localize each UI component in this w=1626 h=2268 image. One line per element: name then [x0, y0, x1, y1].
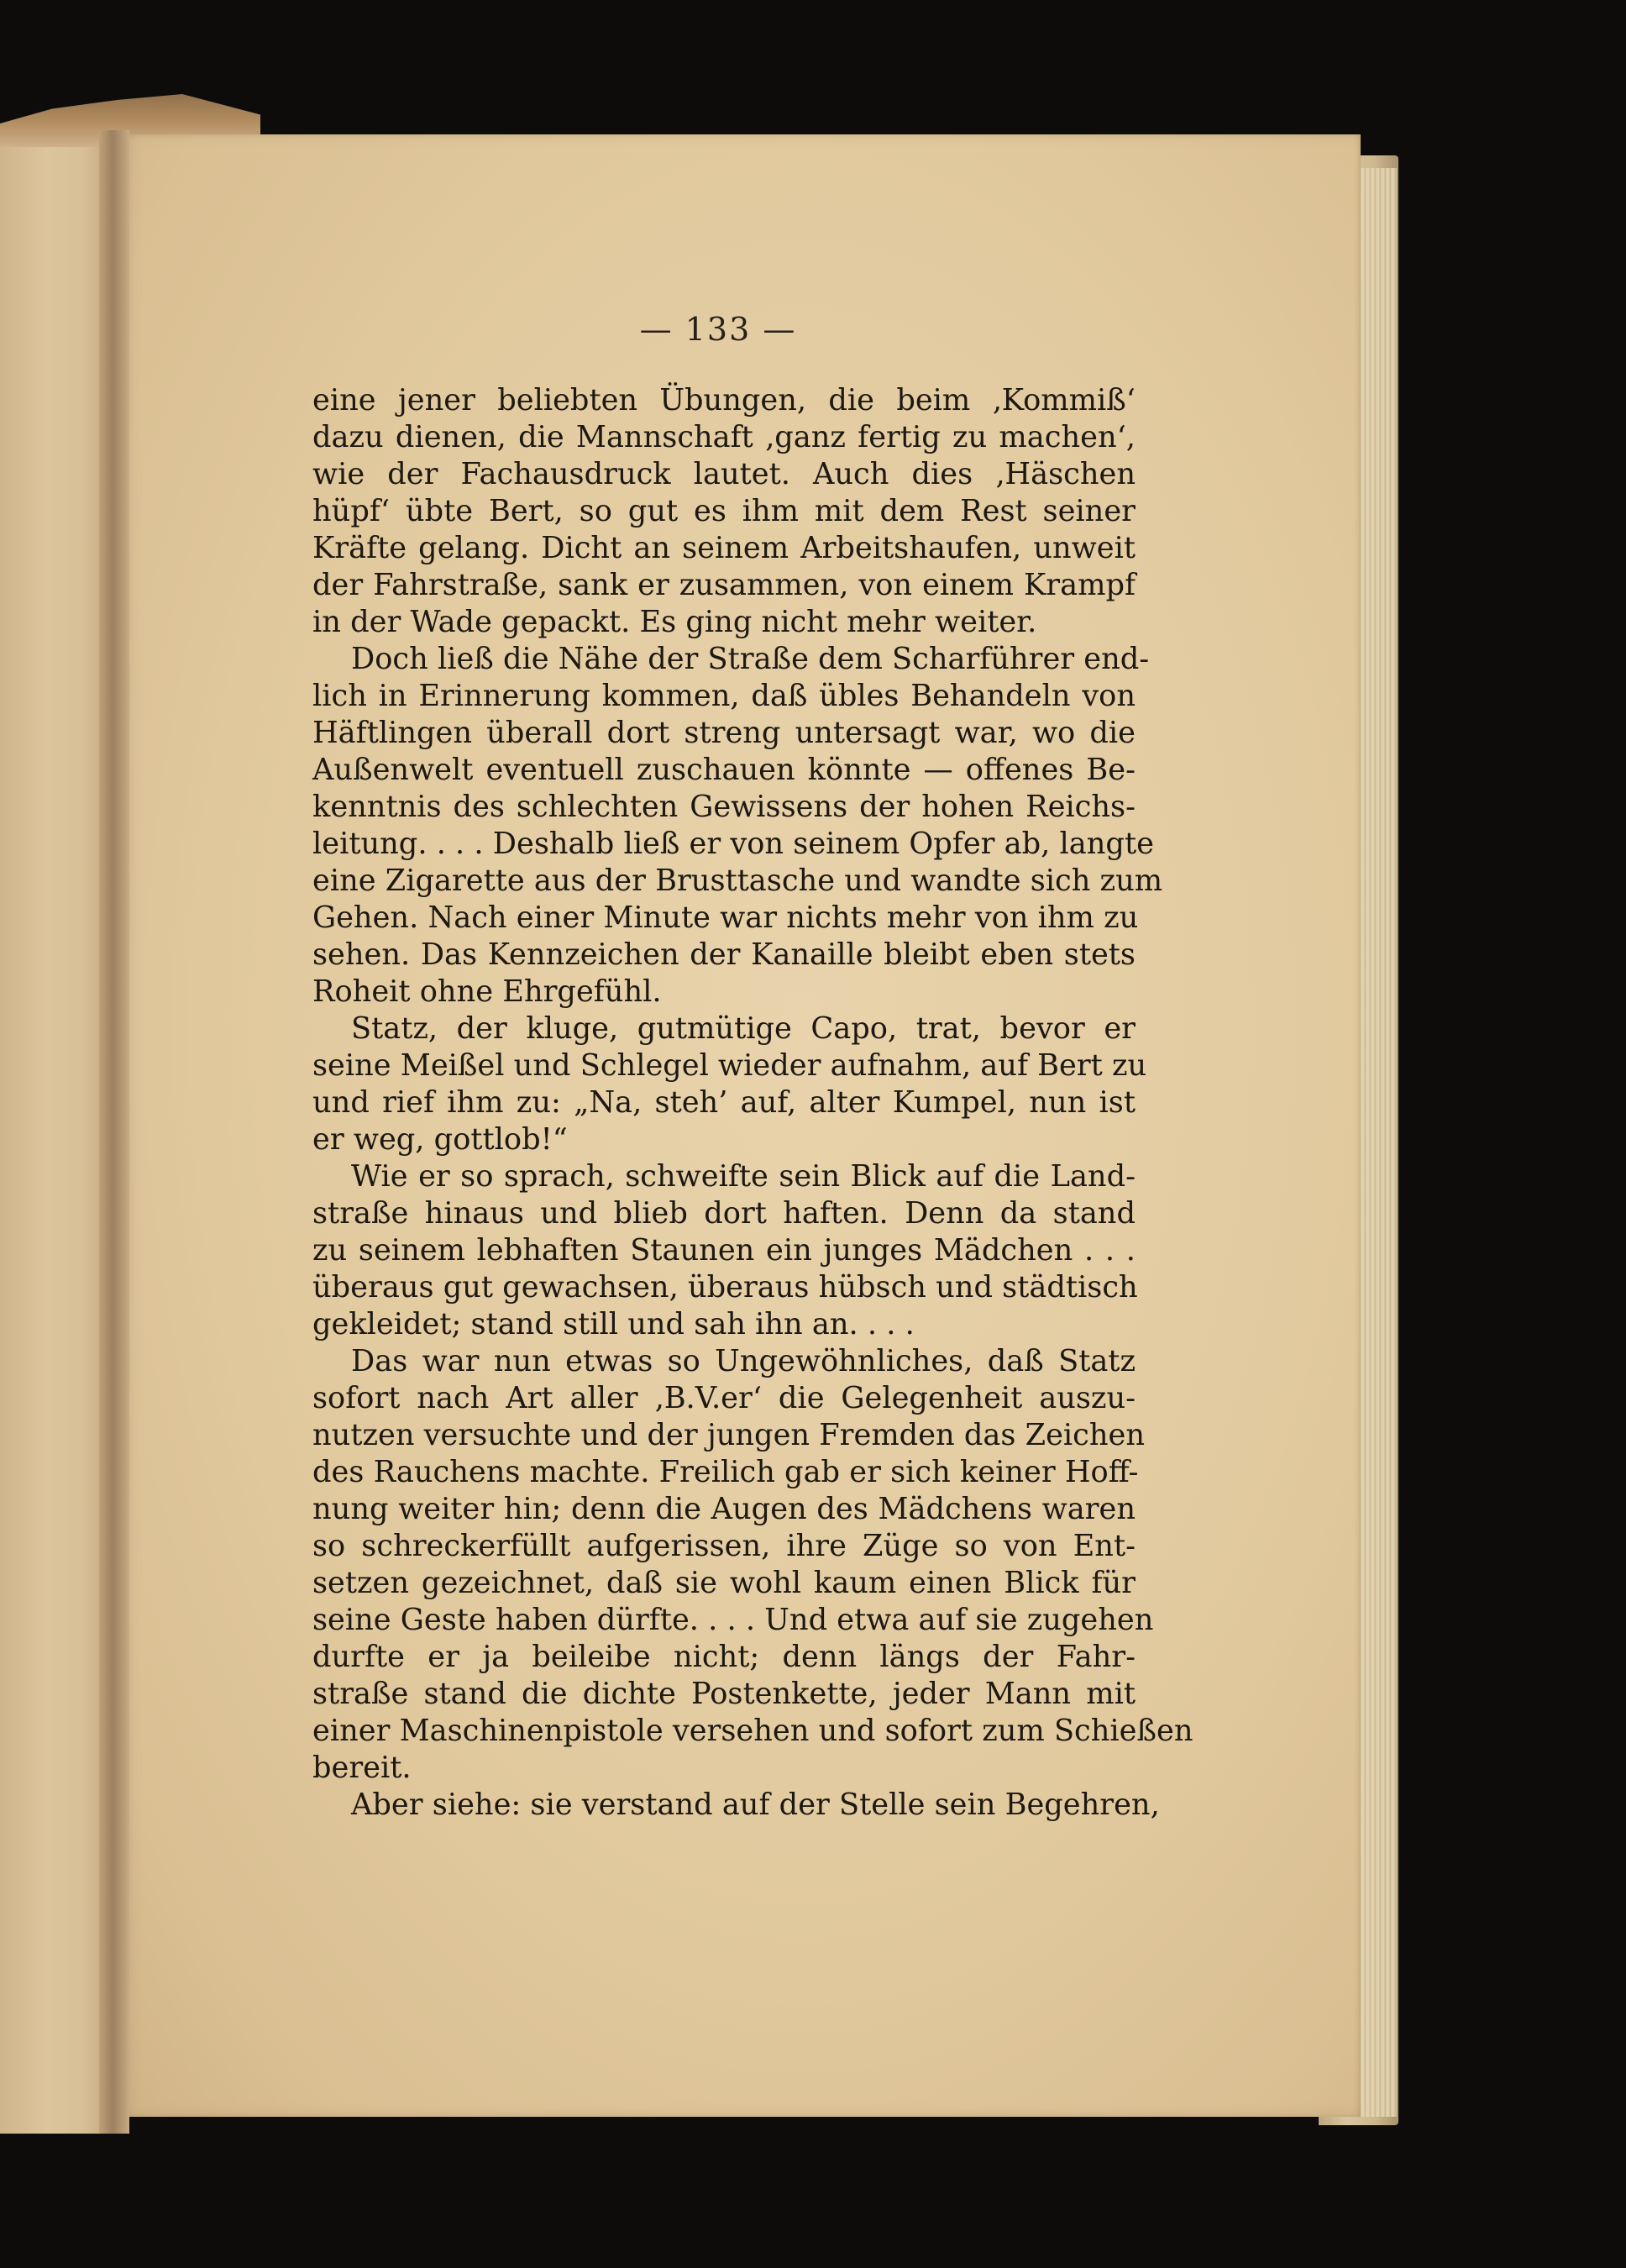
- text-line: Roheit ohne Ehrgefühl.: [312, 974, 662, 1009]
- text-line: leitung. . . . Deshalb ließ er von seinem Opfer ab, langte: [312, 827, 1154, 861]
- text-line: der Fahrstraße, sank er zusammen, von einem Krampf: [312, 568, 1136, 602]
- text-line: seine Geste haben dürfte. . . . Und etwa auf sie zugehen: [312, 1603, 1154, 1637]
- text-line: Häftlingen überall dort streng untersagt war, wo die: [312, 716, 1136, 750]
- text-line: straße stand die dichte Postenkette, jeder Mann mit: [312, 1677, 1136, 1711]
- text-line: kenntnis des schlechten Gewissens der hohen Reichs-: [312, 790, 1136, 824]
- text-line: Kräfte gelang. Dicht an seinem Arbeitshaufen, unweit: [312, 531, 1136, 565]
- text-line: straße hinaus und blieb dort haften. Denn da stand: [312, 1196, 1136, 1231]
- text-line: überaus gut gewachsen, überaus hübsch und städtisch: [312, 1270, 1138, 1305]
- book-gutter: [99, 130, 129, 2134]
- text-line: und rief ihm zu: „Na, steh’ auf, alter Kumpel, nun ist: [312, 1085, 1136, 1120]
- page-number: — 133 —: [639, 311, 797, 348]
- text-line: des Rauchens machte. Freilich gab er sich keiner Hoff-: [312, 1455, 1139, 1489]
- text-line: bereit.: [312, 1751, 412, 1785]
- text-line: nung weiter hin; denn die Augen des Mädchens waren: [312, 1492, 1136, 1526]
- text-line: hüpf‘ übte Bert, so gut es ihm mit dem Rest seiner: [312, 494, 1136, 528]
- text-line: sofort nach Art aller ‚B.V.er‘ die Gelegenheit auszu-: [312, 1381, 1136, 1415]
- text-line: er weg, gottlob!“: [312, 1122, 568, 1157]
- text-line: Wie er so sprach, schweifte sein Blick auf die Land-: [351, 1159, 1136, 1194]
- text-line: eine jener beliebten Übungen, die beim ‚Kommiß‘: [312, 383, 1136, 417]
- text-line: seine Meißel und Schlegel wieder aufnahm, auf Bert zu: [312, 1048, 1147, 1083]
- text-line: zu seinem lebhaften Staunen ein junges Mädchen . . .: [312, 1233, 1136, 1268]
- text-line: durfte er ja beileibe nicht; denn längs der Fahr-: [312, 1640, 1136, 1674]
- text-line: einer Maschinenpistole versehen und sofort zum Schießen: [312, 1714, 1193, 1748]
- text-line: nutzen versuchte und der jungen Fremden das Zeichen: [312, 1418, 1146, 1452]
- text-line: in der Wade gepackt. Es ging nicht mehr weiter.: [312, 605, 1037, 639]
- text-line: Außenwelt eventuell zuschauen könnte — offenes Be-: [312, 753, 1136, 787]
- text-line: lich in Erinnerung kommen, daß übles Behandeln von: [312, 679, 1136, 713]
- text-line: Aber siehe: sie verstand auf der Stelle sein Begehren,: [351, 1788, 1160, 1822]
- text-line: gekleidet; stand still und sah ihn an. . . .: [312, 1307, 915, 1341]
- text-line: Gehen. Nach einer Minute war nichts mehr von ihm zu: [312, 900, 1139, 935]
- text-line: sehen. Das Kennzeichen der Kanaille bleibt eben stets: [312, 937, 1136, 972]
- text-line: Doch ließ die Nähe der Straße dem Scharführer end-: [351, 642, 1150, 676]
- text-line: Das war nun etwas so Ungewöhnliches, daß Statz: [351, 1344, 1136, 1378]
- text-line: eine Zigarette aus der Brusttasche und wandte sich zum: [312, 864, 1163, 898]
- text-line: wie der Fachausdruck lautet. Auch dies ‚Häschen: [312, 457, 1136, 491]
- text-line: Statz, der kluge, gutmütige Capo, trat, bevor er: [351, 1011, 1136, 1046]
- text-line: dazu dienen, die Mannschaft ‚ganz fertig zu machen‘,: [312, 420, 1136, 454]
- page-stack-edge: [1356, 168, 1397, 2117]
- body-text: [312, 382, 1193, 1824]
- text-line: so schreckerfüllt aufgerissen, ihre Züge so von Ent-: [312, 1529, 1136, 1563]
- text-line: setzen gezeichnet, daß sie wohl kaum einen Blick für: [312, 1566, 1136, 1600]
